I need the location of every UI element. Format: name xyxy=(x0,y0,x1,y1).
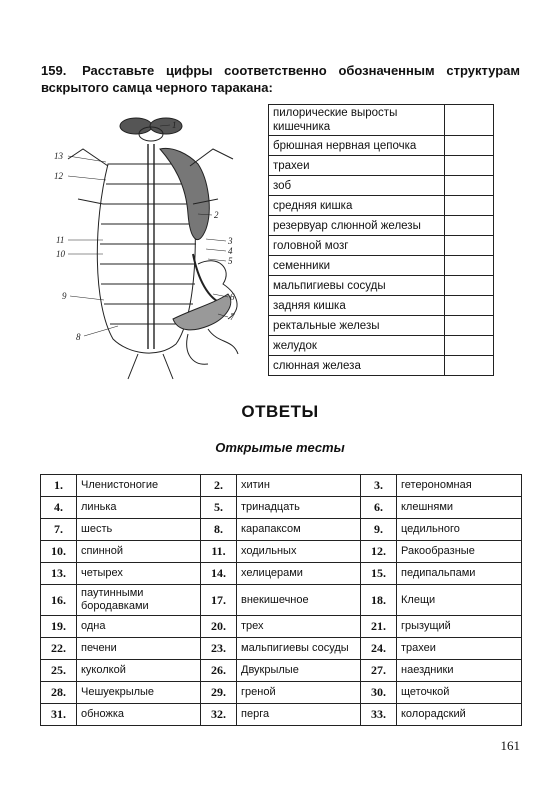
answer-row xyxy=(41,682,522,704)
callout-7: 7 xyxy=(230,312,235,322)
structure-row xyxy=(269,176,494,196)
answer-number: 30. xyxy=(361,682,397,704)
answer-row xyxy=(41,563,522,585)
structure-name: слюнная железа xyxy=(269,356,445,376)
answer-number: 29. xyxy=(201,682,237,704)
answer-text: одна xyxy=(77,616,201,638)
answer-number: 8. xyxy=(201,519,237,541)
structure-name: резервуар слюнной железы xyxy=(269,216,445,236)
answer-number: 18. xyxy=(361,585,397,616)
answer-text: Двукрылые xyxy=(237,660,361,682)
answer-text: трахеи xyxy=(397,638,522,660)
answer-number: 5. xyxy=(201,497,237,519)
callout-2: 2 xyxy=(214,210,219,220)
answer-text: паутинными бородавками xyxy=(77,585,201,616)
structure-name: желудок xyxy=(269,336,445,356)
answer-text: Чешуекрылые xyxy=(77,682,201,704)
answer-text: спинной xyxy=(77,541,201,563)
structure-number-cell[interactable] xyxy=(445,156,494,176)
structure-number-cell[interactable] xyxy=(445,176,494,196)
answer-text: куколкой xyxy=(77,660,201,682)
question-number: 159. xyxy=(41,63,67,78)
structure-row xyxy=(269,256,494,276)
structure-number-cell[interactable] xyxy=(445,336,494,356)
answer-text: цедильного xyxy=(397,519,522,541)
structure-name: средняя кишка xyxy=(269,196,445,216)
answer-number: 19. xyxy=(41,616,77,638)
answer-text: наездники xyxy=(397,660,522,682)
structure-number-cell[interactable] xyxy=(445,256,494,276)
answer-number: 24. xyxy=(361,638,397,660)
structure-row xyxy=(269,276,494,296)
structure-number-cell[interactable] xyxy=(445,276,494,296)
callout-4: 4 xyxy=(228,246,233,256)
answer-text: ходильных xyxy=(237,541,361,563)
structure-row xyxy=(269,336,494,356)
answer-number: 1. xyxy=(41,475,77,497)
answer-number: 13. xyxy=(41,563,77,585)
answer-number: 20. xyxy=(201,616,237,638)
callout-10: 10 xyxy=(56,249,65,259)
answer-number: 15. xyxy=(361,563,397,585)
answer-text: педипальпами xyxy=(397,563,522,585)
answer-row xyxy=(41,585,522,616)
answer-number: 17. xyxy=(201,585,237,616)
answer-text: трех xyxy=(237,616,361,638)
answer-number: 11. xyxy=(201,541,237,563)
answer-row xyxy=(41,616,522,638)
answer-text: гетерономная xyxy=(397,475,522,497)
answer-number: 12. xyxy=(361,541,397,563)
answer-number: 22. xyxy=(41,638,77,660)
structure-name: пилорические выросты кишечника xyxy=(269,105,445,136)
answer-text: обножка xyxy=(77,704,201,726)
answer-text: печени xyxy=(77,638,201,660)
answer-text: грызущий xyxy=(397,616,522,638)
answer-row xyxy=(41,660,522,682)
answer-row xyxy=(41,541,522,563)
structure-row xyxy=(269,136,494,156)
answer-text: линька xyxy=(77,497,201,519)
answer-text: греной xyxy=(237,682,361,704)
answers-heading: ОТВЕТЫ xyxy=(241,402,319,421)
answer-text: Клещи xyxy=(397,585,522,616)
question-text: Расставьте цифры соответственно обозначенным структурам вскрытого самца черного таракана: xyxy=(41,63,520,95)
answer-number: 9. xyxy=(361,519,397,541)
callout-5: 5 xyxy=(228,256,233,266)
answer-row xyxy=(41,519,522,541)
structure-number-cell[interactable] xyxy=(445,105,494,136)
answer-row xyxy=(41,704,522,726)
question-159 xyxy=(41,62,520,96)
structure-number-cell[interactable] xyxy=(445,296,494,316)
structure-name: зоб xyxy=(269,176,445,196)
answer-text: тринадцать xyxy=(237,497,361,519)
callout-12: 12 xyxy=(54,171,63,181)
callout-9: 9 xyxy=(62,291,67,301)
answer-text: перга xyxy=(237,704,361,726)
answers-table xyxy=(40,474,522,726)
structure-number-cell[interactable] xyxy=(445,216,494,236)
structure-name: семенники xyxy=(269,256,445,276)
structure-row xyxy=(269,196,494,216)
answer-number: 10. xyxy=(41,541,77,563)
callout-1: 1 xyxy=(172,120,177,130)
answer-text: мальпигиевы сосуды xyxy=(237,638,361,660)
structure-row xyxy=(269,236,494,256)
structure-row xyxy=(269,296,494,316)
answer-number: 3. xyxy=(361,475,397,497)
structure-row xyxy=(269,216,494,236)
structure-row xyxy=(269,356,494,376)
callout-3: 3 xyxy=(228,236,233,246)
structure-name: мальпигиевы сосуды xyxy=(269,276,445,296)
structure-number-cell[interactable] xyxy=(445,236,494,256)
answer-text: хитин xyxy=(237,475,361,497)
structure-number-cell[interactable] xyxy=(445,356,494,376)
answer-number: 2. xyxy=(201,475,237,497)
answer-text: карапаксом xyxy=(237,519,361,541)
answer-row xyxy=(41,638,522,660)
answer-number: 14. xyxy=(201,563,237,585)
answer-number: 26. xyxy=(201,660,237,682)
structure-number-cell[interactable] xyxy=(445,196,494,216)
structure-number-cell[interactable] xyxy=(445,136,494,156)
answer-text: внекишечное xyxy=(237,585,361,616)
structure-row xyxy=(269,105,494,136)
answer-number: 21. xyxy=(361,616,397,638)
structure-name: задняя кишка xyxy=(269,296,445,316)
answer-number: 27. xyxy=(361,660,397,682)
structure-row xyxy=(269,156,494,176)
answer-number: 6. xyxy=(361,497,397,519)
structure-name: ректальные железы xyxy=(269,316,445,336)
answer-number: 33. xyxy=(361,704,397,726)
answer-number: 7. xyxy=(41,519,77,541)
callout-8: 8 xyxy=(76,332,81,342)
answer-number: 25. xyxy=(41,660,77,682)
callout-11: 11 xyxy=(56,235,65,245)
answer-row xyxy=(41,475,522,497)
structures-table xyxy=(268,104,494,376)
cockroach-dissection-figure xyxy=(48,104,268,386)
answer-number: 31. xyxy=(41,704,77,726)
answer-text: шесть xyxy=(77,519,201,541)
callout-13: 13 xyxy=(54,151,63,161)
answer-number: 16. xyxy=(41,585,77,616)
answer-number: 32. xyxy=(201,704,237,726)
answer-text: хелицерами xyxy=(237,563,361,585)
answer-text: щеточкой xyxy=(397,682,522,704)
answer-text: клешнями xyxy=(397,497,522,519)
structure-number-cell[interactable] xyxy=(445,316,494,336)
answer-number: 28. xyxy=(41,682,77,704)
structure-row xyxy=(269,316,494,336)
answer-text: четырех xyxy=(77,563,201,585)
structure-name: трахеи xyxy=(269,156,445,176)
structure-name: брюшная нервная цепочка xyxy=(269,136,445,156)
answer-number: 4. xyxy=(41,497,77,519)
answer-text: колорадский xyxy=(397,704,522,726)
answer-text: Ракообразные xyxy=(397,541,522,563)
answer-number: 23. xyxy=(201,638,237,660)
answer-row xyxy=(41,497,522,519)
structure-name: головной мозг xyxy=(269,236,445,256)
page-number: 161 xyxy=(500,738,520,753)
callout-6: 6 xyxy=(230,292,235,302)
answers-subheading: Открытые тесты xyxy=(215,440,345,455)
answer-text: Членистоногие xyxy=(77,475,201,497)
